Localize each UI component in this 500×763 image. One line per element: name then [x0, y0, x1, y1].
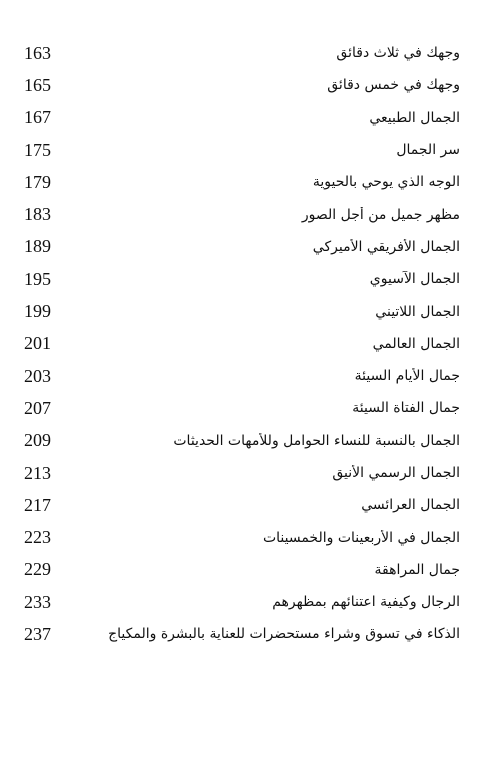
entry-title: الرجال وكيفية اعتنائهم بمظهرهم — [272, 594, 460, 611]
toc-entry — [24, 231, 460, 263]
toc-entry — [24, 166, 460, 198]
entry-title: وجهك في خمس دقائق — [327, 77, 460, 94]
entry-title: وجهك في ثلاث دقائق — [336, 45, 460, 62]
entry-title: الوجه الذي يوحي بالحيوية — [312, 174, 460, 191]
toc-entry — [24, 392, 460, 424]
entry-title: الذكاء في تسوق وشراء مستحضرات للعناية بالبشرة والمكياج — [108, 626, 460, 643]
toc-entry — [24, 263, 460, 295]
entry-title: جمال المراهقة — [374, 561, 460, 578]
entry-title: الجمال اللاتيني — [375, 303, 460, 320]
entry-title: الجمال العرائسي — [361, 497, 460, 514]
toc-entry — [24, 37, 460, 69]
page-number: 165 — [24, 74, 51, 95]
table-of-contents — [24, 37, 460, 651]
entry-title: الجمال الرسمي الأنيق — [332, 465, 460, 481]
toc-entry — [24, 360, 460, 392]
entry-title: الجمال في الأربعينات والخمسينات — [262, 529, 460, 546]
page-number: 213 — [24, 462, 51, 483]
toc-entry — [24, 521, 460, 553]
toc-entry — [24, 489, 460, 521]
entry-title: مظهر جميل من أجل الصور — [301, 206, 460, 223]
toc-entry — [24, 198, 460, 230]
page-number: 207 — [24, 397, 51, 418]
page-number: 237 — [24, 623, 51, 644]
toc-entry — [24, 328, 460, 360]
page-number: 167 — [24, 107, 51, 128]
entry-title: جمال الفتاة السيئة — [352, 400, 460, 417]
toc-entry — [24, 134, 460, 166]
page-number: 229 — [24, 559, 51, 580]
toc-entry — [24, 295, 460, 327]
page-number: 217 — [24, 494, 51, 515]
toc-entry — [24, 457, 460, 489]
page-number: 179 — [24, 171, 51, 192]
toc-entry — [24, 425, 460, 457]
page-number: 189 — [24, 236, 51, 257]
toc-entry — [24, 586, 460, 618]
page-number: 163 — [24, 42, 51, 63]
entry-title: الجمال الطبيعي — [369, 109, 460, 126]
entry-title: الجمال الأفريقي الأميركي — [312, 238, 460, 255]
page-number: 183 — [24, 204, 51, 225]
page-number: 201 — [24, 333, 51, 354]
toc-entry — [24, 618, 460, 650]
entry-title: جمال الأيام السيئة — [354, 368, 460, 385]
entry-title: الجمال بالنسبة للنساء الحوامل وللأمهات الحديثات — [173, 432, 460, 449]
toc-entry — [24, 102, 460, 134]
entry-title: سر الجمال — [396, 142, 460, 159]
toc-entry — [24, 69, 460, 101]
entry-title: الجمال العالمي — [372, 335, 460, 352]
toc-entry — [24, 554, 460, 586]
page-number: 175 — [24, 139, 51, 160]
page-number: 203 — [24, 365, 51, 386]
entry-title: الجمال الآسيوي — [369, 271, 460, 288]
page-number: 209 — [24, 430, 51, 451]
page-number: 223 — [24, 527, 51, 548]
page-number: 233 — [24, 591, 51, 612]
page-number: 195 — [24, 268, 51, 289]
page-number: 199 — [24, 301, 51, 322]
